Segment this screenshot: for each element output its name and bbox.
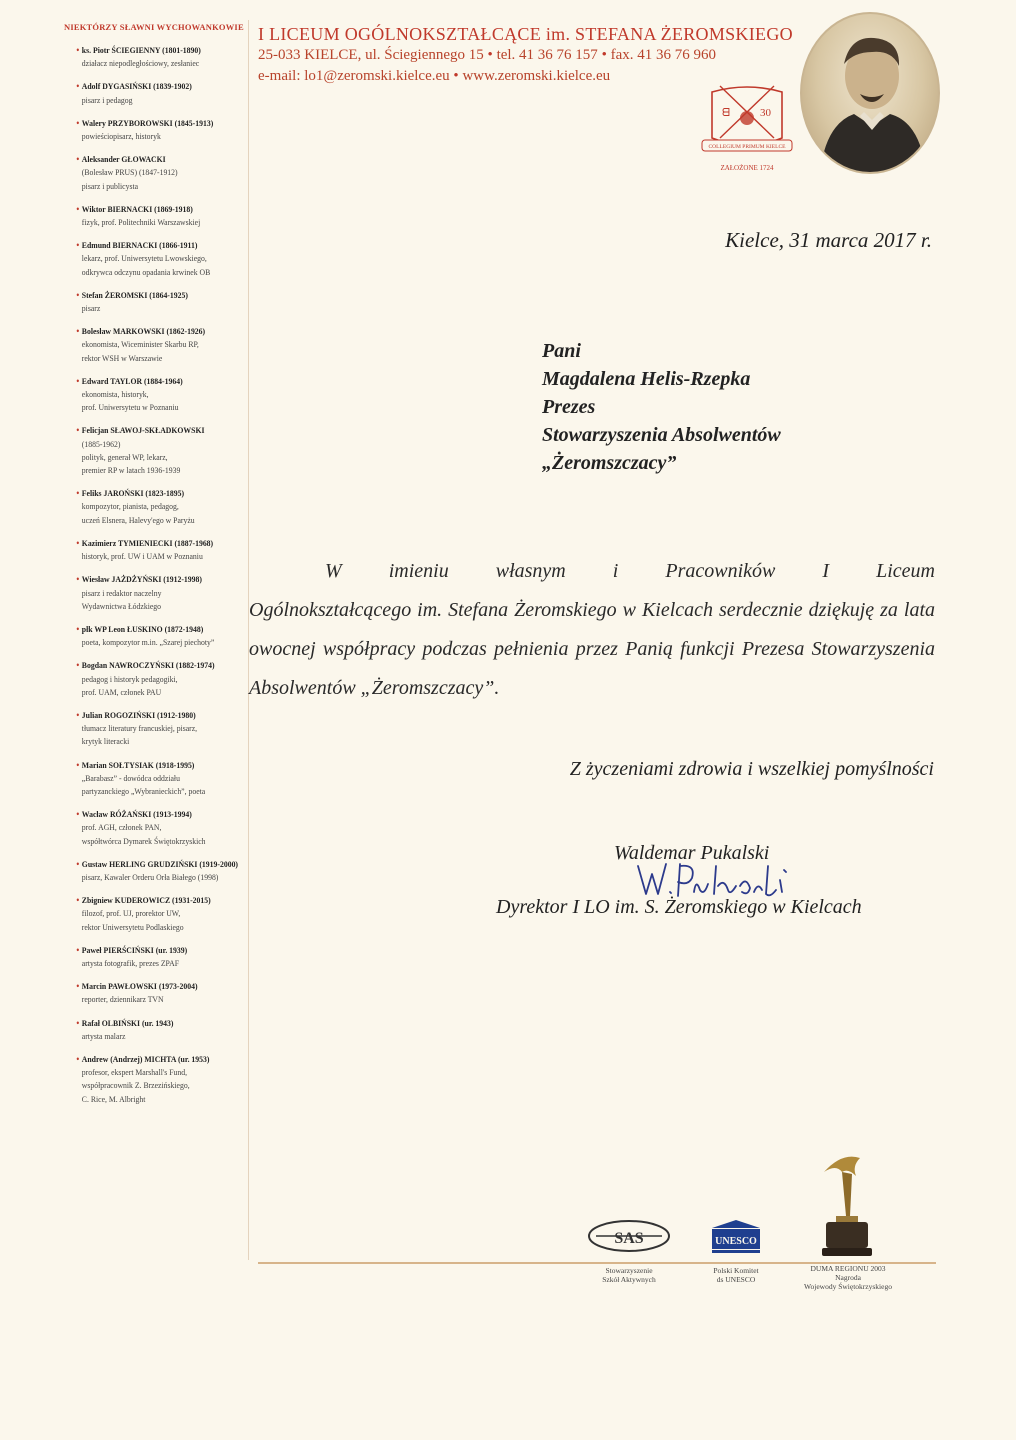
alumni-name: • Aleksander GŁOWACKI — [82, 154, 166, 164]
famous-alumni-sidebar — [62, 22, 252, 1116]
alumni-name: • Zbigniew KUDEROWICZ (1931-2015) — [82, 895, 211, 905]
alumni-name: • Rafał OLBIŃSKI (ur. 1943) — [82, 1018, 174, 1028]
alumni-name: • płk WP Leon ŁUSKINO (1872-1948) — [82, 624, 203, 634]
unesco-logo-text: UNESCO — [715, 1236, 757, 1247]
alumni-item — [62, 487, 233, 527]
alumni-description: prof. UAM, członek PAU — [81, 686, 162, 697]
alumni-description: powieściopisarz, historyk — [81, 131, 161, 142]
alumni-description: prof. Uniwersytetu w Poznaniu — [81, 402, 179, 413]
alumni-description: artysta malarz — [81, 1030, 126, 1041]
alumni-description: współtwórca Dymarek Świętokrzyskich — [81, 835, 206, 846]
alumni-item — [62, 80, 233, 106]
body-word: W — [325, 560, 342, 582]
recipient-position: Prezes — [542, 396, 596, 418]
body-word: własnym — [495, 560, 566, 582]
alumni-item — [62, 858, 239, 884]
patron-portrait-image — [800, 12, 940, 174]
telephone: tel. 41 36 76 157 — [496, 47, 598, 63]
alumni-description: poeta, kompozytor m.in. „Szarej piechoty” — [81, 637, 215, 648]
alumni-description: partyzanckiego „Wybranieckich”, poeta — [81, 785, 206, 796]
portrait-icon — [802, 14, 938, 172]
alumni-description: polityk, generał WP, lekarz, — [81, 451, 168, 462]
alumni-item — [62, 944, 233, 970]
alumni-description: „Barabasz” - dowódca oddziału — [81, 772, 180, 783]
alumni-item — [62, 239, 233, 279]
alumni-name: • Kazimierz TYMIENIECKI (1887-1968) — [82, 538, 213, 548]
alumni-item — [62, 623, 233, 649]
alumni-name: • Andrew (Andrzej) MICHTA (ur. 1953) — [82, 1054, 210, 1064]
alumni-description: (Bolesław PRUS) (1847-1912) — [81, 167, 178, 178]
letter-date: Kielce, 31 marca 2017 r. — [725, 228, 932, 252]
alumni-description: C. Rice, M. Albright — [81, 1093, 146, 1104]
award-caption: DUMA REGIONU 2003 Nagroda Wojewody Świętokrzyskiego — [804, 1264, 892, 1291]
alumni-description: fizyk, prof. Politechniki Warszawskiej — [81, 217, 201, 228]
alumni-item — [62, 1053, 233, 1106]
alumni-description: tłumacz literatury francuskiej, pisarz, — [81, 723, 198, 734]
alumni-name: • ks. Piotr ŚCIEGIENNY (1801-1890) — [82, 45, 201, 55]
alumni-item — [62, 203, 233, 229]
alumni-item — [62, 573, 233, 613]
signer-name: Waldemar Pukalski — [614, 842, 770, 864]
alumni-name: • Marcin PAWŁOWSKI (1973-2004) — [82, 981, 198, 991]
alumni-name: • Gustaw HERLING GRUDZIŃSKI (1919-2000) — [82, 859, 238, 869]
alumni-item — [62, 759, 233, 799]
alumni-name: • Feliks JAROŃSKI (1823-1895) — [82, 488, 184, 498]
recipient-name: Magdalena Helis-Rzepka — [542, 368, 751, 390]
alumni-name: • Wiesław JAŻDŻYŃSKI (1912-1998) — [82, 574, 202, 584]
fax: fax. 41 36 76 960 — [610, 47, 716, 63]
alumni-name: • Bolesław MARKOWSKI (1862-1926) — [82, 326, 205, 336]
alumni-name: • Julian ROGOZIŃSKI (1912-1980) — [82, 710, 196, 720]
alumni-description: uczeń Elsnera, Halevy'ego w Paryżu — [81, 514, 195, 525]
emblem-left-mark: ᗺ — [722, 107, 730, 119]
emblem-founded: ZAŁOŻONE 1724 — [720, 164, 774, 172]
body-word: i — [612, 560, 619, 582]
alumni-item — [62, 375, 233, 415]
email: e-mail: lo1@zeromski.kielce.eu — [258, 68, 450, 84]
alumni-name: • Stefan ŻEROMSKI (1864-1925) — [82, 290, 188, 300]
alumni-description: artysta fotografik, prezes ZPAF — [81, 957, 180, 968]
school-emblem-icon — [692, 78, 802, 176]
alumni-item — [62, 980, 233, 1006]
alumni-description: prof. AGH, członek PAN, — [81, 822, 162, 833]
alumni-name: • Paweł PIERŚCIŃSKI (ur. 1939) — [82, 945, 187, 955]
sas-caption: Stowarzyszenie Szkół Aktywnych — [602, 1266, 656, 1284]
award-statue-icon — [812, 1150, 882, 1260]
school-name: I LICEUM OGÓLNOKSZTAŁCĄCE im. STEFANA ŻEROMSKIEGO — [258, 24, 793, 44]
website: www.zeromski.kielce.eu — [462, 68, 611, 84]
alumni-item — [62, 659, 233, 699]
letter-closing: Z życzeniami zdrowia i wszelkiej pomyślności — [569, 758, 934, 780]
address: 25-033 KIELCE, ul. Ściegiennego 15 — [258, 47, 484, 63]
separator-dot: • — [487, 47, 493, 63]
alumni-description: rektor WSH w Warszawie — [81, 352, 163, 363]
alumni-item — [62, 808, 233, 848]
alumni-description: ekonomista, Wiceminister Skarbu RP, — [81, 339, 199, 350]
alumni-description: kompozytor, pianista, pedagog, — [81, 501, 179, 512]
alumni-item — [62, 894, 233, 934]
alumni-description: pisarz i publicysta — [81, 180, 139, 191]
alumni-name: • Walery PRZYBOROWSKI (1845-1913) — [82, 118, 213, 128]
alumni-description: pisarz — [81, 303, 101, 314]
alumni-description: pisarz i redaktor naczelny — [81, 587, 162, 598]
body-word: Liceum — [876, 560, 935, 582]
alumni-item — [62, 424, 233, 477]
recipient-block — [542, 337, 781, 477]
alumni-item — [62, 709, 233, 749]
alumni-description: krytyk literacki — [81, 736, 130, 747]
alumni-description: Wydawnictwa Łódzkiego — [81, 600, 162, 611]
alumni-description: odkrywca odczynu opadania krwinek OB — [81, 266, 211, 277]
body-word: Pracowników — [665, 560, 776, 582]
body-word: imieniu — [388, 560, 449, 582]
alumni-name: • Wiktor BIERNACKI (1869-1918) — [82, 204, 193, 214]
recipient-organization: Stowarzyszenia Absolwentów — [542, 424, 781, 446]
sas-logo-icon — [586, 1218, 672, 1254]
alumni-item — [62, 537, 233, 563]
alumni-description: pisarz, Kawaler Orderu Orła Białego (1998) — [81, 871, 219, 882]
alumni-name: • Edward TAYLOR (1884-1964) — [82, 376, 183, 386]
alumni-description: filozof, prof. UJ, prorektor UW, — [81, 908, 181, 919]
alumni-name: • Wacław RÓŻAŃSKI (1913-1994) — [82, 809, 192, 819]
sas-logo-text: SAS — [614, 1230, 644, 1247]
alumni-name: • Felicjan SŁAWOJ-SKŁADKOWSKI — [82, 425, 205, 435]
emblem-right-mark: 30 — [760, 107, 771, 119]
alumni-list — [62, 44, 252, 1106]
alumni-name: • Bogdan NAWROCZYŃSKI (1882-1974) — [82, 660, 215, 670]
body-paragraph: Ogólnokształcącego im. Stefana Żeromskiego w Kielcach serdecznie dziękuję za lata owocnej współpracy podczas pełnienia przez Panią funkcji Prezesa Stowarzyszenia Absolwentów „Żeromszczacy”. — [249, 599, 935, 699]
letter-body — [249, 552, 935, 708]
alumni-description: profesor, ekspert Marshall's Fund, — [81, 1067, 188, 1078]
body-word: I — [822, 560, 830, 582]
alumni-name: • Marian SOŁTYSIAK (1918-1995) — [82, 760, 195, 770]
alumni-description: pedagog i historyk pedagogiki, — [81, 673, 178, 684]
recipient-organization-name: „Żeromszczacy” — [542, 452, 677, 474]
alumni-description: ekonomista, historyk, — [81, 389, 149, 400]
alumni-name: • Adolf DYGASIŃSKI (1839-1902) — [82, 81, 192, 91]
alumni-item — [62, 117, 233, 143]
unesco-caption: Polski Komitet ds UNESCO — [713, 1266, 759, 1284]
body-first-line — [249, 552, 935, 591]
alumni-item — [62, 289, 233, 315]
alumni-description: lekarz, prof. Uniwersytetu Lwowskiego, — [81, 253, 207, 264]
alumni-item — [62, 44, 233, 70]
alumni-description: premier RP w latach 1936-1939 — [81, 465, 181, 476]
alumni-description: (1885-1962) — [81, 438, 121, 449]
alumni-item — [62, 1017, 233, 1043]
alumni-description: działacz niepodległościowy, zesłaniec — [81, 58, 200, 69]
alumni-description: historyk, prof. UW i UAM w Poznaniu — [81, 551, 203, 562]
alumni-item — [62, 325, 233, 365]
address-line — [258, 47, 716, 64]
alumni-description: reporter, dziennikarz TVN — [81, 994, 164, 1005]
separator-dot: • — [453, 68, 459, 84]
alumni-description: współpracownik Z. Brzezińskiego, — [81, 1080, 190, 1091]
alumni-description: rektor Uniwersytetu Podlaskiego — [81, 921, 184, 932]
alumni-item — [62, 153, 233, 193]
alumni-description: pisarz i pedagog — [81, 94, 133, 105]
separator-dot: • — [601, 47, 607, 63]
emblem-ribbon: COLLEGIUM PRIMUM KIELCE — [708, 144, 786, 150]
alumni-name: • Edmund BIERNACKI (1866-1911) — [82, 240, 198, 250]
unesco-logo-icon — [708, 1218, 764, 1254]
recipient-salutation: Pani — [542, 340, 581, 362]
sidebar-title: NIEKTÓRZY SŁAWNI WYCHOWANKOWIE — [64, 22, 244, 32]
contact-line — [258, 68, 610, 85]
signer-title: Dyrektor I LO im. S. Żeromskiego w Kielcach — [496, 896, 862, 918]
